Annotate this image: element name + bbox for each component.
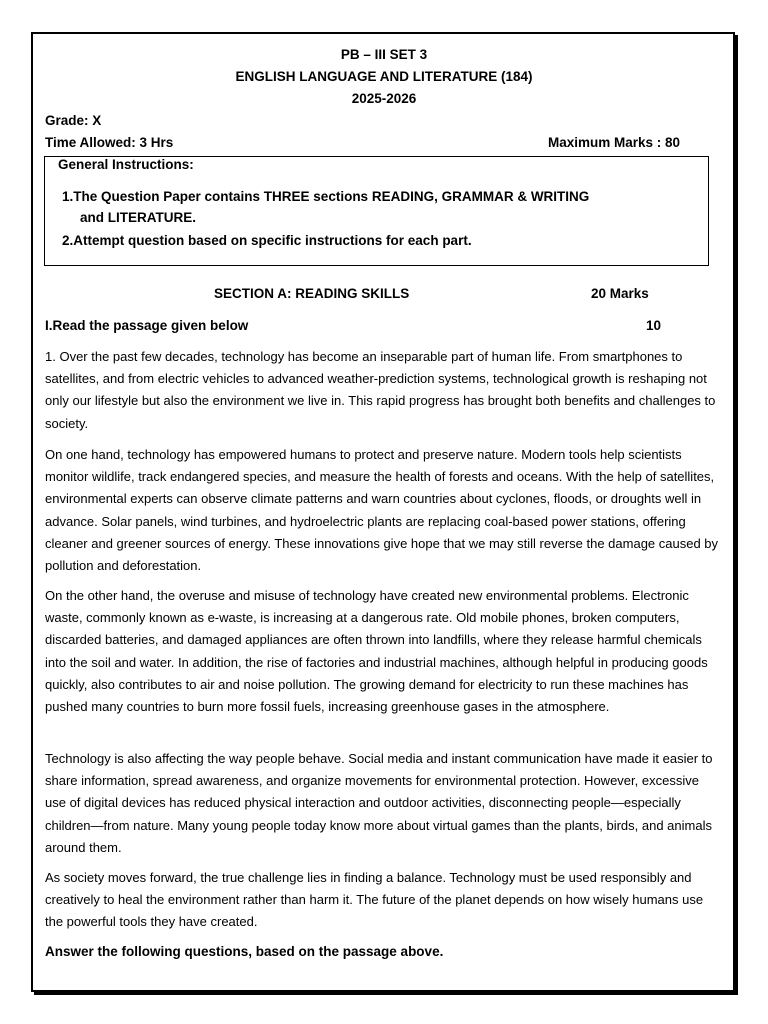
general-instructions-box	[44, 156, 709, 266]
maximum-marks-label: Maximum Marks : 80	[548, 135, 681, 150]
paper-subject: ENGLISH LANGUAGE AND LITERATURE (184)	[235, 69, 533, 84]
passage-paragraph-4: Technology is also affecting the way people behave. Social media and instant communication have made it easier to share information, spread awareness, and organize movements for environmental protection. However, excessive use of digital devices has reduced physical interaction and outdoor activities, disconnecting people—especially children—from nature. Many young people today know more about virtual games than the plants, birds, and animals around them.	[45, 751, 713, 855]
grade-label: Grade: X	[45, 113, 102, 128]
passage-paragraph-5: As society moves forward, the true challenge lies in finding a balance. Technology must be used responsibly and creatively to heal the environment rather than harm it. The future of the planet depends on how wisely humans use the powerful tools they have created.	[45, 870, 704, 930]
paper-session: 2025-2026	[351, 91, 417, 106]
time-allowed-label: Time Allowed: 3 Hrs	[45, 135, 174, 150]
question-marks: 10	[646, 318, 662, 333]
section-a-title: SECTION A: READING SKILLS	[214, 286, 410, 301]
answer-prompt: Answer the following questions, based on the passage above.	[45, 944, 444, 959]
passage-paragraph-3: On the other hand, the overuse and misuse of technology have created new environmental problems. Electronic waste, commonly known as e-waste, is increasing at a dangerous rate. Old mobile phones, broken computers, discarded batteries, and damaged appliances are often thrown into landfills, where they release harmful chemicals into the soil and water. In addition, the rise of factories and industrial machines, although helpful in producing goods quickly, also contributes to air and noise pollution. The growing demand for electricity to run these machines has pushed many countries to burn more fossil fuels, increasing greenhouse gases in the atmosphere.	[45, 588, 708, 715]
instruction-item-2: 2.Attempt question based on specific instructions for each part.	[62, 233, 472, 248]
section-a-marks: 20 Marks	[591, 286, 649, 301]
passage-paragraph-2: On one hand, technology has empowered humans to protect and preserve nature. Modern tools help scientists monitor wildlife, track endangered species, and measure the health of forests and oceans. With the help of satellites, environmental experts can observe climate patterns and warn countries about cyclones, floods, or droughts well in advance. Solar panels, wind turbines, and hydroelectric plants are replacing coal-based power stations, offering cleaner and greener sources of energy. These innovations give hope that we may still reverse the damage caused by pollution and deforestation.	[45, 447, 719, 574]
paper-code: PB – III SET 3	[340, 47, 428, 62]
instructions-title: General Instructions:	[58, 157, 194, 172]
question-label: I.Read the passage given below	[45, 318, 249, 333]
instruction-item-1-continued: and LITERATURE.	[80, 210, 196, 225]
instruction-item-1: 1.The Question Paper contains THREE sections READING, GRAMMAR & WRITING	[62, 189, 590, 204]
passage-paragraph-1: 1. Over the past few decades, technology has become an inseparable part of human life. From smartphones to satellites, and from electric vehicles to advanced weather-prediction systems, technological growth is reshaping not only our lifestyle but also the environment we live in. This rapid progress has brought both benefits and challenges to society.	[45, 349, 716, 431]
